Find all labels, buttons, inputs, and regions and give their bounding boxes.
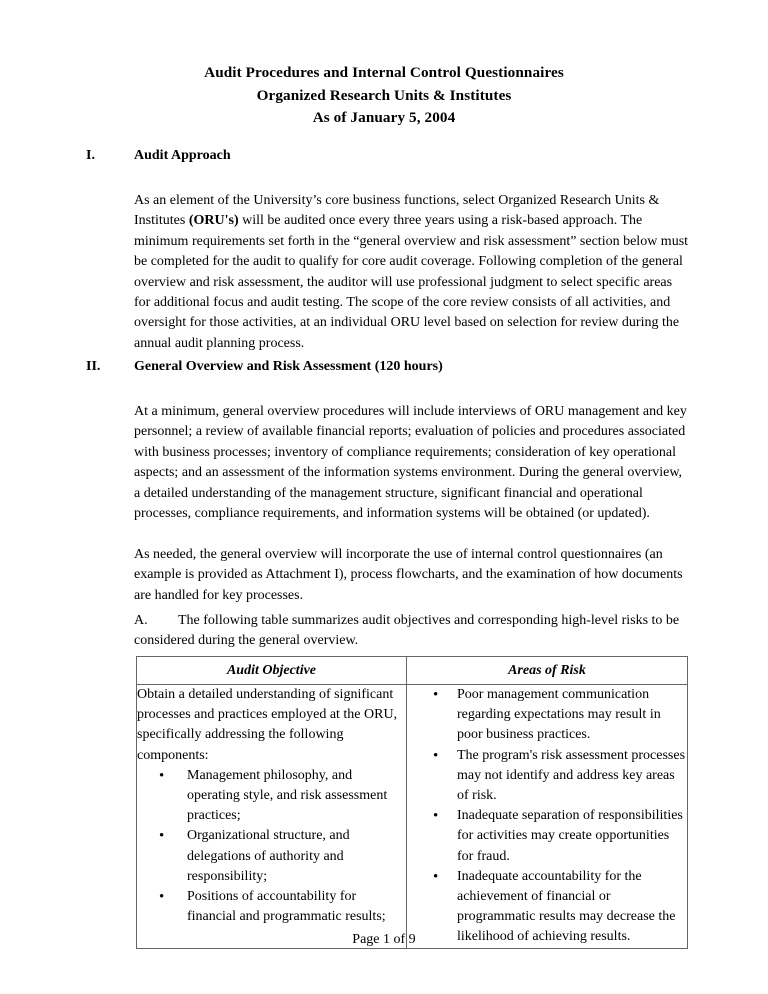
cell-areas-of-risk [407,685,688,949]
sub-item-a-text: The following table summarizes audit objectives and corresponding high-level risks to be considered during the general overview. [134,613,680,649]
page-number-label: Page 1 of 9 [352,932,416,947]
list-item: • Poor management communication regarding expectations may result in poor business practices. [407,685,687,746]
list-item: • Organizational structure, and delegations of authority and responsibility; [137,826,406,887]
paragraph-text-after: will be audited once every three years using a risk-based approach. The minimum requirements set forth in the “general overview and risk assessment” section below must be completed for the audit to qualify for core audit coverage. Following completion of the general overview and risk assessment, the auditor will use professional judgment to select specific areas for additional focus and audit testing. The scope of the core review consists of all activities, and oversight for those activities, at an individual ORU level based on selection for review during the annual audit planning process. [134,213,689,351]
section-2-numeral: II. [86,359,101,374]
table-header-row [137,657,688,685]
objective-bullet-list [137,766,406,928]
section-1-heading-text: Audit Approach [134,148,231,163]
paragraph-text-before: As an element of the University’s core business functions, select Organized Research Units & Institutes [134,193,660,229]
audit-objectives-table [136,656,688,949]
list-item: • Positions of accountability for financial and programmatic results; [137,887,406,927]
section-2-body [134,402,690,606]
risk-bullet-list [407,685,687,948]
title-line-1: Audit Procedures and Internal Control Questionnaires [204,64,564,81]
section-1-paragraph-1 [134,191,690,354]
title-line-2: Organized Research Units & Institutes [256,86,512,104]
column-header-audit-objective: Audit Objective [137,657,407,685]
section-1-numeral: I. [86,148,95,163]
objective-intro-text: Obtain a detailed understanding of significant processes and practices employed at the ORU, specifically addressing the following components: [137,687,398,763]
list-item: • The program's risk assessment processes may not identify and address key areas of risk. [407,746,687,807]
section-2-paragraph-1: At a minimum, general overview procedures will include interviews of ORU management and key personnel; a review of available financial reports; evaluation of policies and procedures associated with business processes; inventory of compliance requirements; consideration of key operational aspects; and an assessment of the information systems environment. During the general overview, a detailed understanding of the management structure, significant financial and operational processes, compliance requirements, and information systems will be obtained (or updated). [134,404,687,522]
column-header-areas-of-risk: Areas of Risk [407,657,688,685]
list-item: • Inadequate accountability for the achievement of financial or programmatic results may decrease the likelihood of achieving results. [407,867,687,948]
cell-audit-objective [137,685,407,949]
section-general-overview [86,357,690,606]
oru-abbreviation: (ORU's) [188,213,239,229]
list-item: • Inadequate separation of responsibilities for activities may create opportunities for fraud. [407,806,687,867]
section-2-heading-text: General Overview and Risk Assessment (120 hours) [134,359,443,374]
sub-item-a-letter: A. [134,613,148,628]
document-title [0,62,768,130]
section-2-paragraph-2: As needed, the general overview will incorporate the use of internal control questionnaires (an example is provided as Attachment I), process flowcharts, and the examination of how documents are handled for key processes. [134,546,683,603]
page-footer [0,930,768,949]
section-1-body [134,191,690,354]
section-2-heading [86,357,690,376]
section-1-heading [86,146,690,165]
title-line-3: As of January 5, 2004 [312,109,456,127]
section-audit-approach [86,146,690,354]
list-item: • Management philosophy, and operating style, and risk assessment practices; [137,766,406,827]
sub-item-a [134,611,690,652]
table-row [137,685,688,949]
